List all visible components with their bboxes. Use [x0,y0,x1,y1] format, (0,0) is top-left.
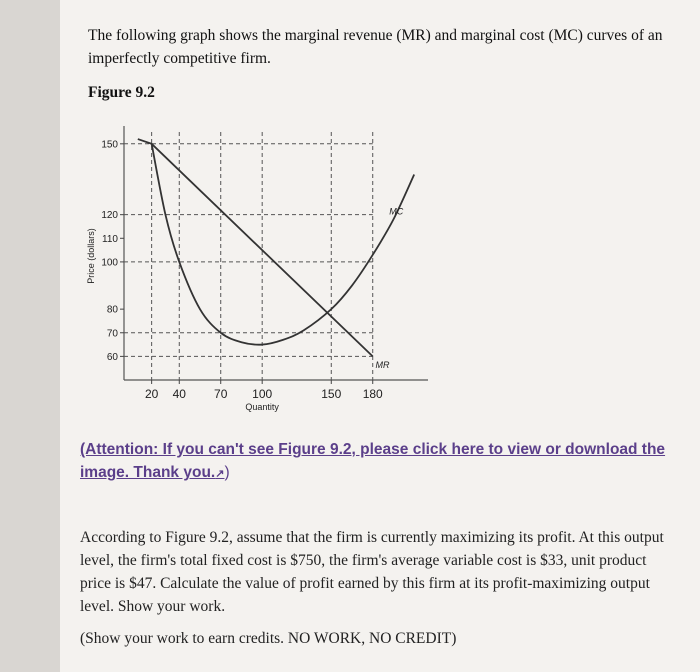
y-axis-label: Price (dollars) [86,228,96,284]
mr-curve-label: MR [375,360,390,371]
xtick-label-150: 150 [321,387,342,401]
mc-curve [152,144,415,345]
mr-curve [138,139,373,356]
xtick-label-100: 100 [252,387,273,401]
figure-download-link[interactable] [80,441,665,481]
intro-text: The following graph shows the marginal revenue (MR) and marginal cost (MC) curves of an imperfectly competitive firm. [88,27,663,67]
work-note: (Show your work to earn credits. NO WORK, NO CREDIT) [80,630,457,647]
xtick-label-20: 20 [144,387,159,401]
attention-notice [80,438,680,486]
figure-download-link-text: (Attention: If you can't see Figure 9.2, please click here to view or download the image. Thank you. [80,441,666,481]
ytick-label-120: 120 [101,210,118,222]
figure-title: Figure 9.2 [88,84,155,101]
xtick-label-40: 40 [172,387,186,401]
question-text: According to Figure 9.2, assume that the firm is currently maximizing its profit. At this output level, the firm's total fixed cost is $750, the firm's average variable cost is $33, unit product price is $47. Calculate the value of profit earned by this firm at its profit-maximizing output level. Show your work. [80,529,664,615]
x-axis-label: Quantity [245,402,279,412]
ytick-label-100: 100 [101,257,118,269]
x-ticks [145,380,383,401]
xtick-label-180: 180 [362,387,383,401]
external-link-icon: ↗ [215,468,225,480]
ytick-label-60: 60 [106,351,118,363]
chart-svg [78,118,438,430]
mc-curve-label: MC [389,206,404,217]
ytick-label-150: 150 [101,139,118,151]
y-ticks [101,139,124,363]
ytick-label-110: 110 [102,233,118,245]
attention-closing: ) [224,464,230,481]
ytick-label-70: 70 [106,328,118,340]
guide-lines [124,132,373,380]
ytick-label-80: 80 [106,304,118,316]
xtick-label-70: 70 [214,387,228,401]
figure-9-2-chart [78,118,438,430]
